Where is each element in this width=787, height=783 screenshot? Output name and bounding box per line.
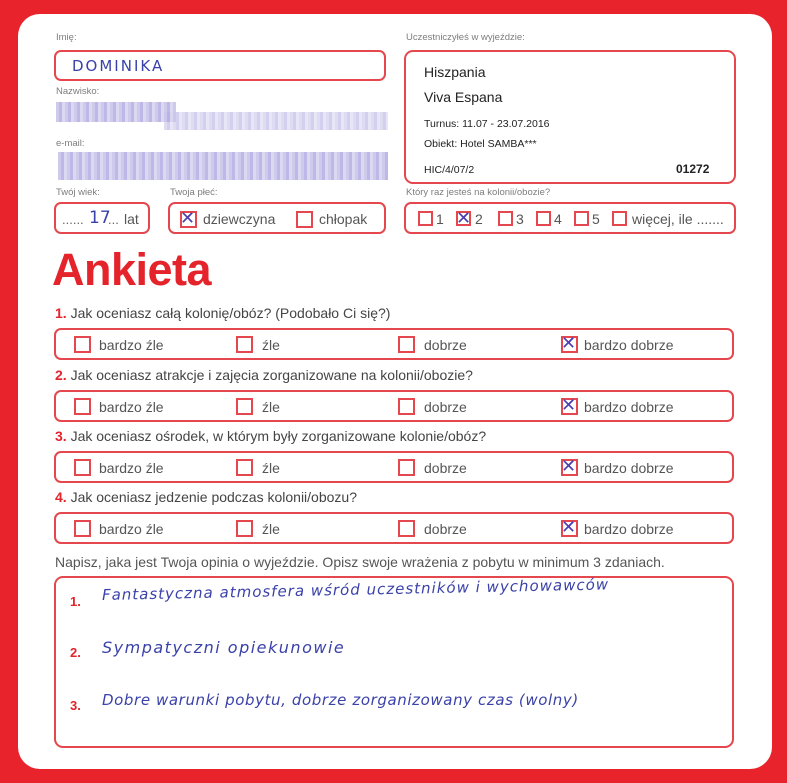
question-2-number: 2. <box>55 367 67 383</box>
q3-checkbox-very-bad[interactable] <box>74 459 91 476</box>
q4-checkbox-very-bad[interactable] <box>74 520 91 537</box>
age-label: Twój wiek: <box>56 187 100 198</box>
q4-checkbox-very-good[interactable] <box>561 517 578 538</box>
surname-redaction-2 <box>164 112 388 130</box>
times-checkbox-more[interactable] <box>612 211 627 226</box>
trip-obiekt: Obiekt: Hotel SAMBA*** <box>424 138 537 150</box>
question-4-text: Jak oceniasz jedzenie podczas kolonii/obozu? <box>70 489 357 505</box>
question-4-number: 4. <box>55 489 67 505</box>
check-mark-icon: ✕ <box>180 208 196 229</box>
q4-option-bad: źle <box>262 521 280 537</box>
q4-option-very-bad: bardzo źle <box>99 521 164 537</box>
check-mark-icon: ✕ <box>456 208 472 229</box>
q2-checkbox-very-bad[interactable] <box>74 398 91 415</box>
surname-field[interactable] <box>54 98 390 138</box>
q4-option-good: dobrze <box>424 521 467 537</box>
name-value: DOMINIKA <box>72 57 165 75</box>
q2-option-very-good: bardzo dobrze <box>584 399 674 415</box>
question-1-answers <box>54 328 734 360</box>
name-field[interactable] <box>54 50 386 81</box>
times-checkbox-4[interactable] <box>536 211 551 226</box>
trip-name: Viva Espana <box>424 89 503 105</box>
question-3-answers <box>54 451 734 483</box>
q4-checkbox-good[interactable] <box>398 520 415 537</box>
q2-option-very-bad: bardzo źle <box>99 399 164 415</box>
q1-option-very-good: bardzo dobrze <box>584 337 674 353</box>
times-checkbox-2[interactable] <box>456 208 472 229</box>
q1-checkbox-very-good[interactable] <box>561 333 578 354</box>
q3-option-good: dobrze <box>424 460 467 476</box>
q2-checkbox-good[interactable] <box>398 398 415 415</box>
q1-option-good: dobrze <box>424 337 467 353</box>
trip-code: HIC/4/07/2 <box>424 164 475 176</box>
email-field[interactable] <box>54 148 390 188</box>
q3-option-very-good: bardzo dobrze <box>584 460 674 476</box>
opinion-line-1-number: 1. <box>70 594 81 609</box>
question-4 <box>55 489 357 505</box>
opinion-line-2: Sympatyczni opiekunowie <box>102 638 346 657</box>
question-4-answers <box>54 512 734 544</box>
trip-box <box>404 50 736 184</box>
question-3-number: 3. <box>55 428 67 444</box>
trip-number: 01272 <box>676 162 710 176</box>
question-3 <box>55 428 486 444</box>
opinion-line-1: Fantastyczna atmosfera wśród uczestników i wychowawców <box>101 575 610 604</box>
gender-field <box>168 202 386 234</box>
gender-label: Twoja płeć: <box>170 187 218 198</box>
times-option-1: 1 <box>436 211 444 227</box>
q1-checkbox-good[interactable] <box>398 336 415 353</box>
surname-label: Nazwisko: <box>56 86 100 97</box>
gender-option-girl: dziewczyna <box>203 211 276 227</box>
q1-checkbox-very-bad[interactable] <box>74 336 91 353</box>
q3-checkbox-good[interactable] <box>398 459 415 476</box>
age-unit: lat <box>124 211 139 227</box>
q2-checkbox-bad[interactable] <box>236 398 253 415</box>
question-2-text: Jak oceniasz atrakcje i zajęcia zorganizowane na kolonii/obozie? <box>70 367 473 383</box>
q3-checkbox-bad[interactable] <box>236 459 253 476</box>
times-label: Który raz jesteś na kolonii/obozie? <box>406 187 551 198</box>
name-label: Imię: <box>56 32 77 43</box>
q3-checkbox-very-good[interactable] <box>561 456 578 477</box>
q2-checkbox-very-good[interactable] <box>561 395 578 416</box>
opinion-textarea[interactable] <box>54 576 734 748</box>
times-option-5: 5 <box>592 211 600 227</box>
question-3-text: Jak oceniasz ośrodek, w którym były zorganizowane kolonie/obóz? <box>70 428 487 444</box>
check-mark-icon: ✕ <box>561 517 577 538</box>
opinion-line-3: Dobre warunki pobytu, dobrze zorganizowany czas (wolny) <box>102 691 579 709</box>
age-value: 17 <box>89 208 111 228</box>
age-dots-right: ... <box>108 212 119 227</box>
gender-checkbox-girl[interactable] <box>180 208 197 229</box>
q3-option-bad: źle <box>262 460 280 476</box>
question-1 <box>55 305 390 321</box>
trip-turnus: Turnus: 11.07 - 23.07.2016 <box>424 118 550 130</box>
opinion-line-3-number: 3. <box>70 698 81 713</box>
opinion-line-2-number: 2. <box>70 645 81 660</box>
q1-option-very-bad: bardzo źle <box>99 337 164 353</box>
q4-option-very-good: bardzo dobrze <box>584 521 674 537</box>
trip-label: Uczestniczyłeś w wyjeździe: <box>406 32 525 43</box>
trip-country: Hiszpania <box>424 64 486 80</box>
q1-checkbox-bad[interactable] <box>236 336 253 353</box>
email-label: e-mail: <box>56 138 85 149</box>
check-mark-icon: ✕ <box>561 395 577 416</box>
q2-option-good: dobrze <box>424 399 467 415</box>
page-title: Ankieta <box>52 244 212 295</box>
times-checkbox-3[interactable] <box>498 211 513 226</box>
times-checkbox-5[interactable] <box>574 211 589 226</box>
check-mark-icon: ✕ <box>561 456 577 477</box>
gender-option-boy: chłopak <box>319 211 368 227</box>
q3-option-very-bad: bardzo źle <box>99 460 164 476</box>
check-mark-icon: ✕ <box>561 333 577 354</box>
times-field <box>404 202 736 234</box>
times-checkbox-1[interactable] <box>418 211 433 226</box>
q1-option-bad: źle <box>262 337 280 353</box>
times-option-3: 3 <box>516 211 524 227</box>
q4-checkbox-bad[interactable] <box>236 520 253 537</box>
times-option-more: więcej, ile ....... <box>632 211 724 227</box>
times-option-4: 4 <box>554 211 562 227</box>
question-1-text: Jak oceniasz całą kolonię/obóz? (Podobało Ci się?) <box>70 305 391 321</box>
question-2-answers <box>54 390 734 422</box>
gender-checkbox-boy[interactable] <box>296 211 313 228</box>
surname-redaction <box>56 102 176 122</box>
times-option-2: 2 <box>475 211 483 227</box>
email-redaction <box>58 152 388 180</box>
q2-option-bad: źle <box>262 399 280 415</box>
age-dots-left: ...... <box>62 212 84 227</box>
opinion-prompt: Napisz, jaka jest Twoja opinia o wyjeździe. Opisz swoje wrażenia z pobytu w minimum 3 zdaniach. <box>55 554 665 570</box>
question-2 <box>55 367 473 383</box>
question-1-number: 1. <box>55 305 67 321</box>
survey-sheet <box>18 14 772 769</box>
age-field[interactable] <box>54 202 150 234</box>
